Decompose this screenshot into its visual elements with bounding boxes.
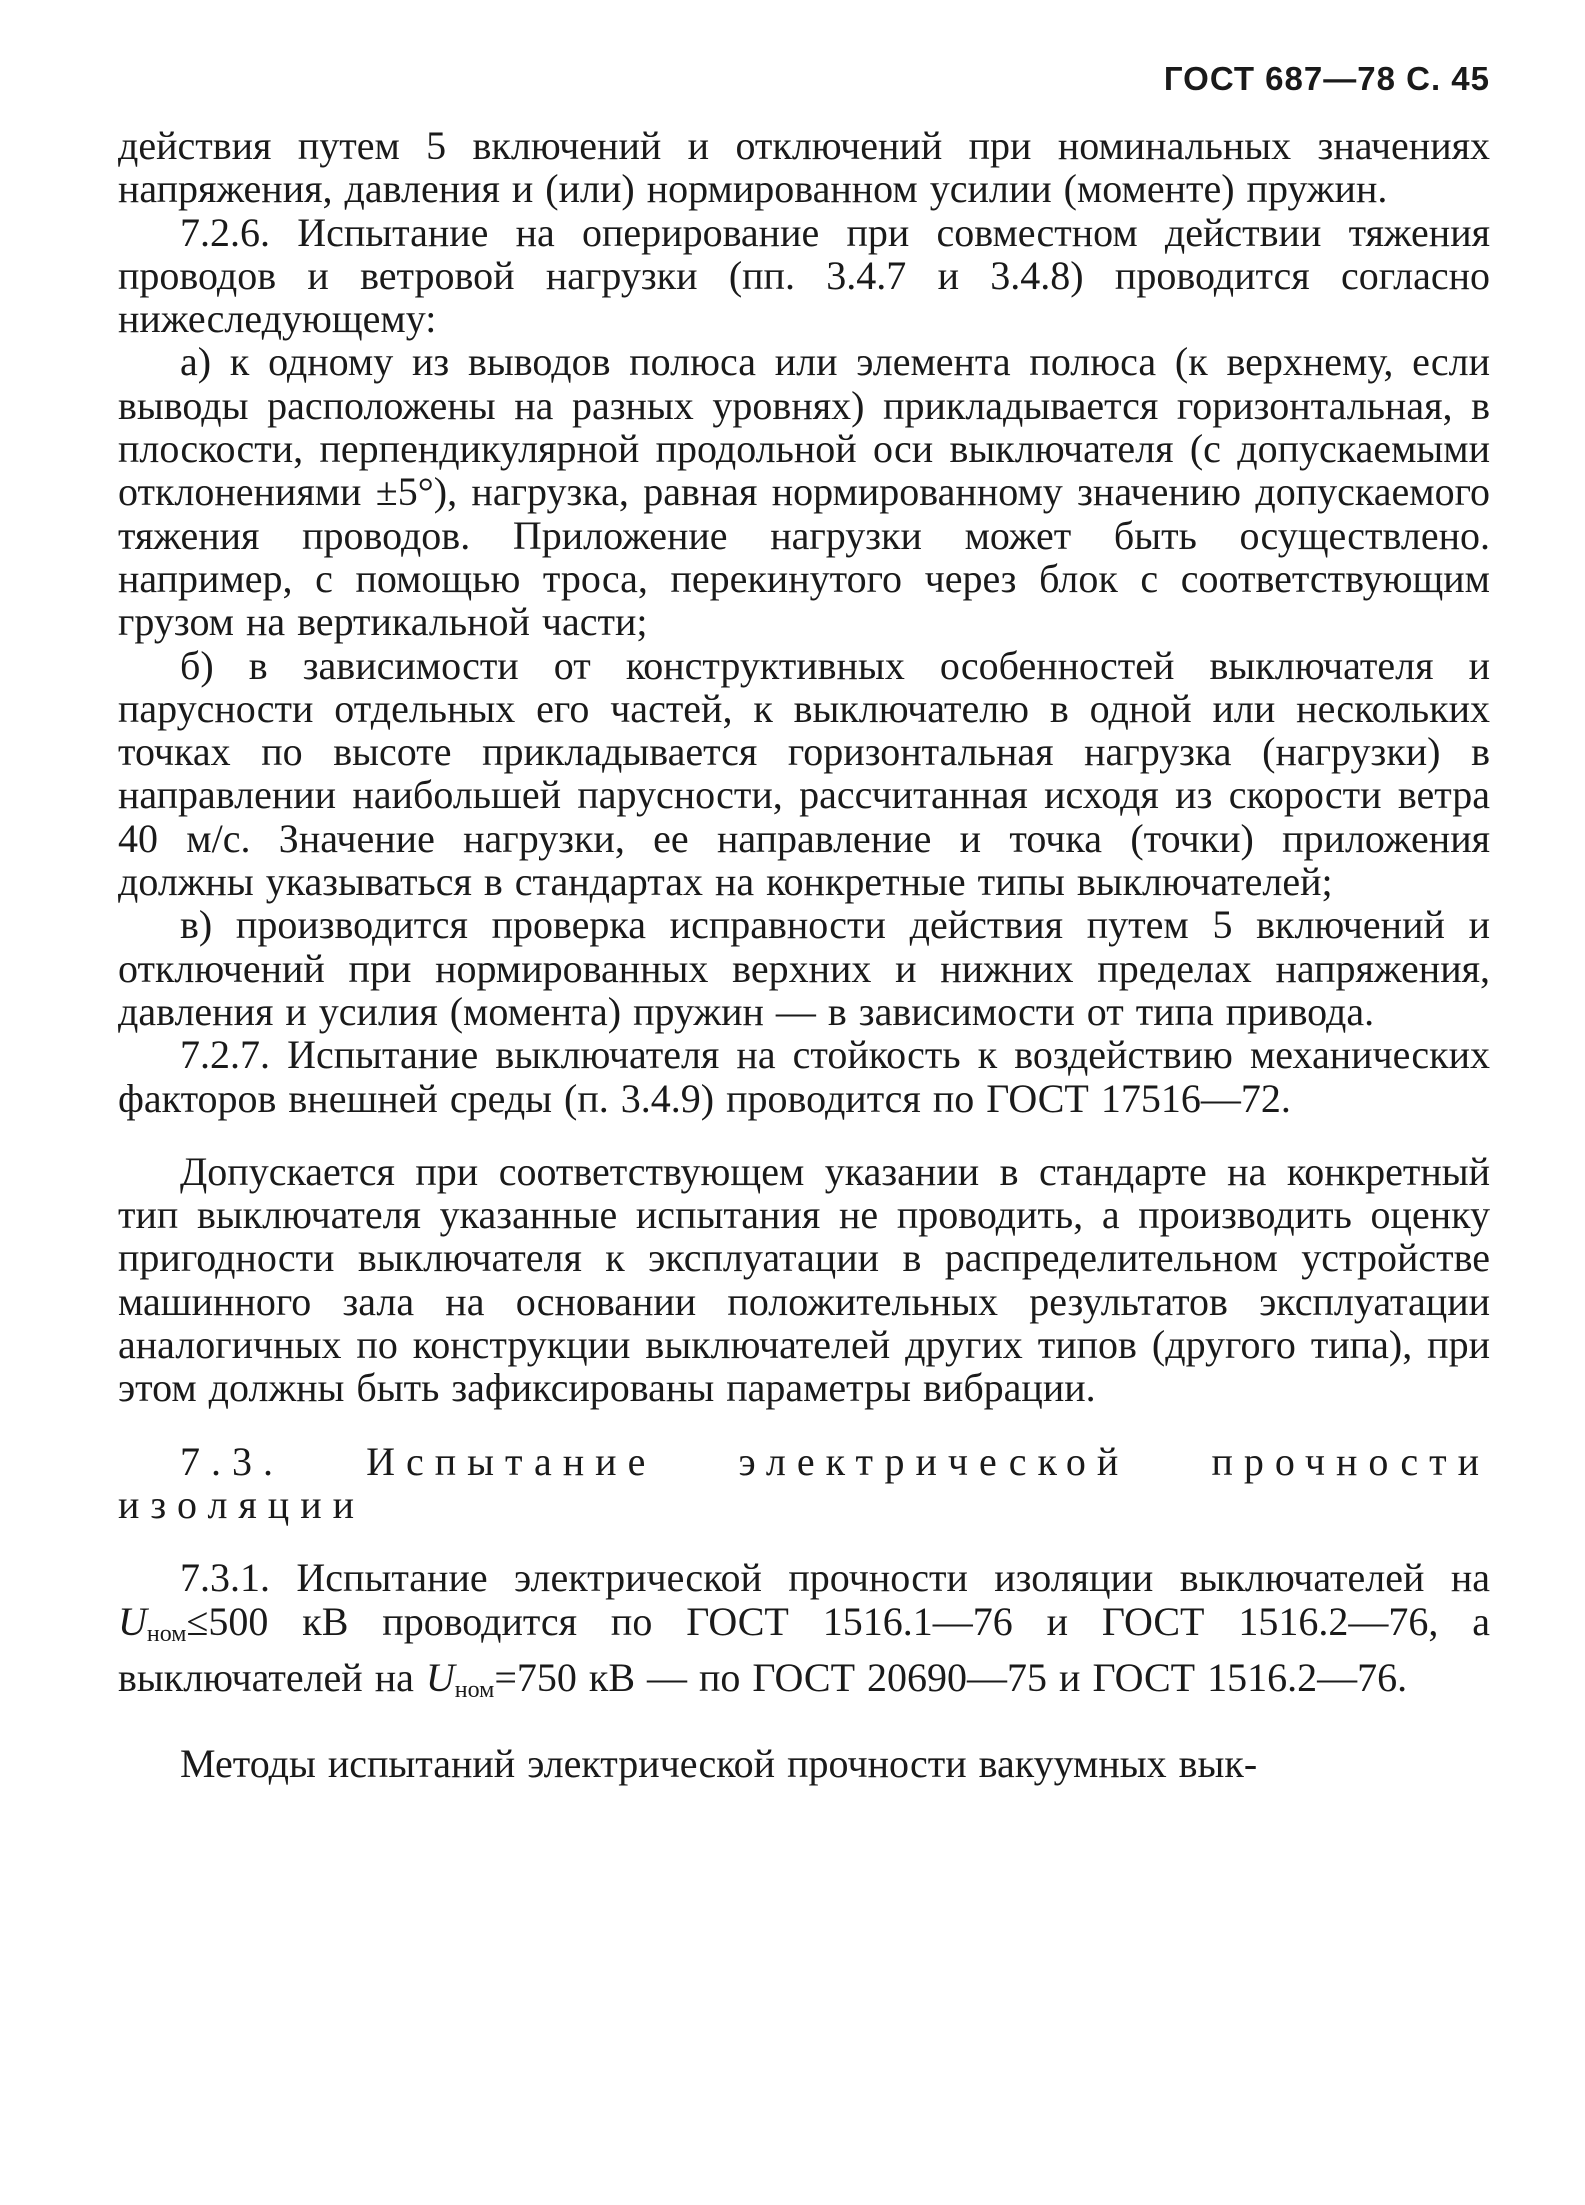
paragraph-continuation: действия путем 5 включений и отключений при номинальных значениях напряжения, давления и (или) нормированном усилии (моменте) пружин. xyxy=(118,123,1490,212)
voltage-subscript: ном xyxy=(454,1676,495,1703)
section-heading-7-3: 7.3. Испытание электрической прочности изоляции xyxy=(118,1438,1490,1527)
voltage-subscript: ном xyxy=(146,1620,187,1647)
paragraph-note: Допускается при соответствующем указании в стандарте на конкретный тип выключателя указанные испытания не проводить, а производить оценку пригодности выключателя к эксплуатации в распределительном устройстве машинного зала на основании положительных результатов эксплуатации аналогичных по конструкции выключателей других типов (другого типа), при этом должны быть зафиксированы параметры вибрации. xyxy=(118,1148,1490,1411)
voltage-symbol: U xyxy=(425,1654,455,1700)
list-item-v: в) производится проверка исправности действия путем 5 включений и отключений при нормированных верхних и нижних пределах напряжения, давления и усилия (момента) пружин — в зависимости от типа привода. xyxy=(118,902,1490,1034)
page-header: ГОСТ 687—78 С. 45 xyxy=(1163,60,1490,97)
paragraph-7-2-6: 7.2.6. Испытание на оперирование при совместном действии тяжения проводов и ветровой нагрузки (пп. 3.4.7 и 3.4.8) проводится согласно нижеследующему: xyxy=(118,209,1490,342)
paragraph-methods: Методы испытаний электрической прочности вакуумных вык- xyxy=(180,1741,1258,1787)
paragraph-7-3-1 xyxy=(118,1556,1490,1712)
list-item-b: б) в зависимости от конструктивных особенностей выключателя и парусности отдельных его частей, к выключателю в одной или нескольких точках по высоте прикладывается горизонтальная нагрузка (нагрузки) в направлении наибольшей парусности, рассчитанная исходя из скорости ветра 40 м/с. Значение нагрузки, ее направление и точка (точки) приложения должны указываться в стандартах на конкретные типы выключателей; xyxy=(118,642,1490,905)
voltage-symbol: U xyxy=(118,1598,147,1644)
paragraph-7-2-7: 7.2.7. Испытание выключателя на стойкость к воздействию механических факторов внешней среды (п. 3.4.9) проводится по ГОСТ 17516—72. xyxy=(118,1032,1490,1121)
paragraph-7-3-1-part-c: =750 кВ — по ГОСТ 20690—75 и ГОСТ 1516.2—76. xyxy=(494,1654,1408,1700)
paragraph-7-3-1-part-a: 7.3.1. Испытание электрической прочности изоляции выключателей на xyxy=(180,1555,1490,1601)
paragraph-7-3-1-part-b: ≤500 кВ проводится по ГОСТ 1516.1—76 и ГОСТ 1516.2—76, а выключателей на xyxy=(118,1598,1490,1700)
document-page xyxy=(118,60,1490,1785)
list-item-a: а) к одному из выводов полюса или элемента полюса (к верхнему, если выводы расположены на разных уровнях) прикладывается горизонтальная, в плоскости, перпендикулярной продольной оси выключателя (с допускаемыми отклонениями ±5°), нагрузка, равная нормированному значению допускаемого тяжения проводов. Приложение нагрузки может быть осуществлено. например, с помощью троса, перекинутого через блок с соответствующим грузом на вертикальной части; xyxy=(118,339,1490,645)
